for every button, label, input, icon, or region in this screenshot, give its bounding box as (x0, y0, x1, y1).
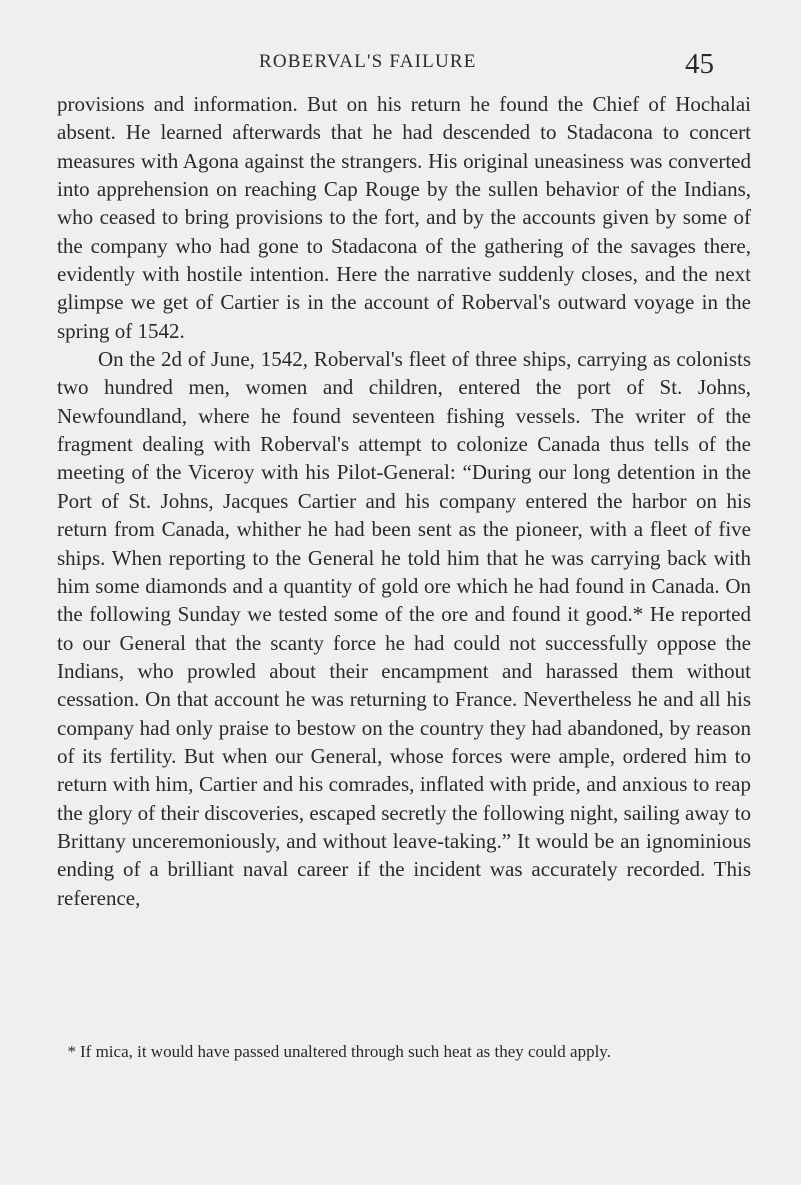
main-text (57, 90, 751, 912)
running-head: ROBERVAL'S FAILURE (259, 51, 477, 72)
paragraph-2: On the 2d of June, 1542, Roberval's fleet of three ships, carrying as colonists two hundred men, women and children, entered the port of St. Johns, Newfoundland, where he found seventeen fishing vessels. The writer of the fragment dealing with Roberval's attempt to colonize Canada thus tells of the meeting of the Viceroy with his Pilot-General: “During our long detention in the Port of St. Johns, Jacques Cartier and his company entered the harbor on his return from Canada, whither he had been sent as the pioneer, with a fleet of five ships. When reporting to the General he told him that he was carrying back with him some diamonds and a quantity of gold ore which he had found in Canada. On the following Sunday we tested some of the ore and found it good.* He reported to our General that the scanty force he had could not successfully oppose the Indians, who prowled about their encampment and harassed them without cessation. On that account he was returning to France. Nevertheless he and all his company had only praise to bestow on the country they had abandoned, by reason of its fertility. But when our General, whose forces were ample, ordered him to return with him, Cartier and his comrades, inflated with pride, and anxious to reap the glory of their discoveries, escaped secretly the following night, sailing away to Brittany unceremoniously, and without leave-taking.” It would be an ignominious ending of a brilliant naval career if the incident was accurately recorded. This reference, (57, 347, 751, 910)
footnote (57, 1041, 751, 1062)
page-header (0, 50, 801, 84)
footnote-marker: * (67, 1042, 76, 1061)
paragraph-1: provisions and information. But on his return he found the Chief of Hochalai absent. He learned afterwards that he had descended to Stadacona to concert measures with Agona against the strangers. His original uneasiness was converted into apprehension on reaching Cap Rouge by the sullen behavior of the Indians, who ceased to bring provisions to the fort, and by the accounts given by some of the company who had gone to Stadacona of the gathering of the savages there, evidently with hostile intention. Here the narrative suddenly closes, and the next glimpse we get of Cartier is in the account of Roberval's outward voyage in the spring of 1542. (57, 92, 751, 343)
footnote-text: If mica, it would have passed unaltered through such heat as they could apply. (80, 1042, 611, 1061)
page-number: 45 (685, 48, 714, 80)
